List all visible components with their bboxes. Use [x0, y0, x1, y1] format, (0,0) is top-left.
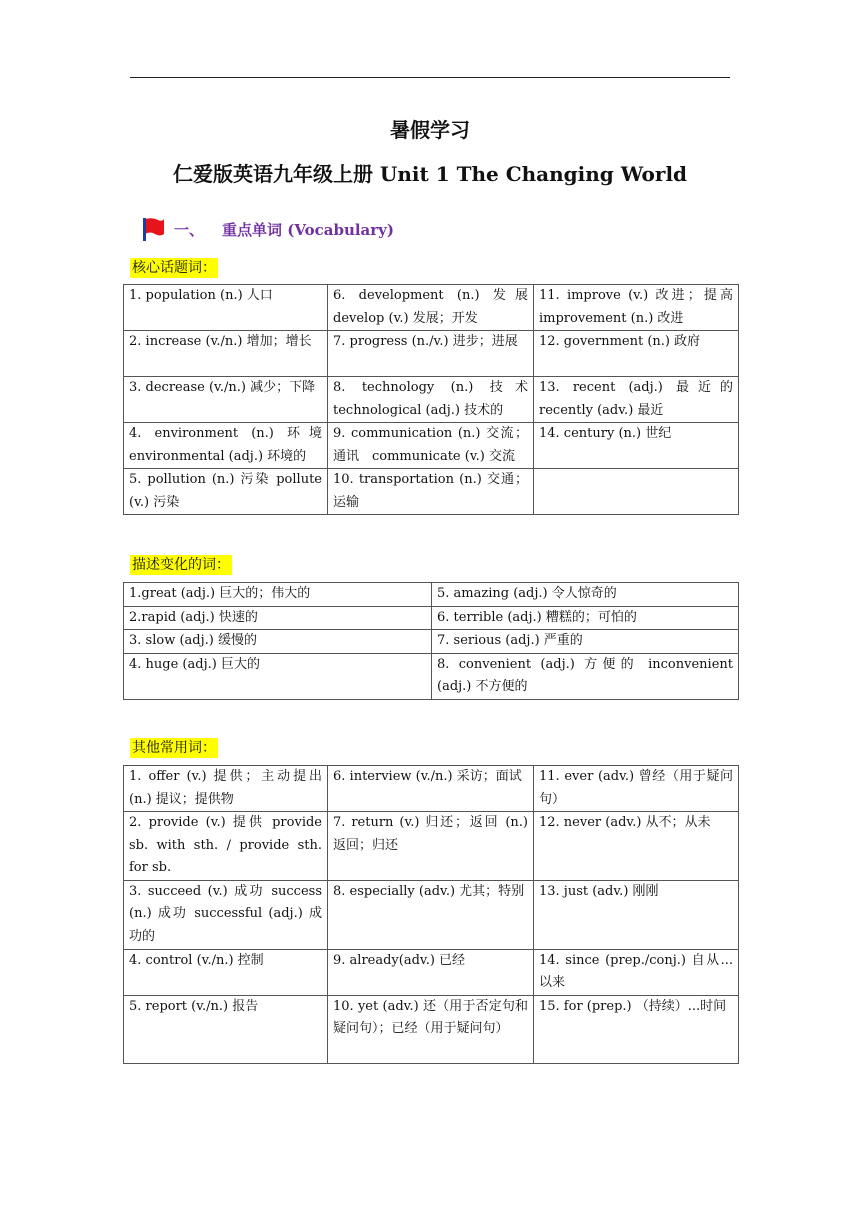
table-cell: 7. return (v.) 归还；返回 (n.) 返回；归还 — [328, 812, 534, 881]
section-heading — [140, 214, 394, 244]
table3-label: 其他常用词： — [132, 740, 216, 756]
table-row — [124, 469, 739, 515]
change-words-table — [123, 582, 739, 700]
page-title: 暑假学习 — [390, 118, 470, 142]
common-words-table — [123, 765, 739, 1064]
table-cell: 14. since (prep./conj.) 自从...以来 — [534, 949, 739, 995]
table-cell: 13. just (adv.) 刚刚 — [534, 880, 739, 949]
table-row — [124, 423, 739, 469]
table-row — [124, 606, 739, 630]
table-cell: 10. transportation (n.) 交通；运输 — [328, 469, 534, 515]
table-cell: 5. pollution (n.) 污染 pollute (v.) 污染 — [124, 469, 328, 515]
table-cell: 15. for (prep.) （持续）...时间 — [534, 995, 739, 1063]
table-cell: 9. already(adv.) 已经 — [328, 949, 534, 995]
table-cell — [534, 469, 739, 515]
table-row — [124, 766, 739, 812]
table-cell: 2.rapid (adj.) 快速的 — [124, 606, 432, 630]
table-row — [124, 812, 739, 881]
table-cell: 8. especially (adv.) 尤其；特别 — [328, 880, 534, 949]
table-row — [124, 653, 739, 699]
table-cell: 1. offer (v.) 提供；主动提出 (n.) 提议；提供物 — [124, 766, 328, 812]
table-cell: 3. succeed (v.) 成功 success (n.) 成功 successful (adj.) 成功的 — [124, 880, 328, 949]
red-flag-icon — [140, 216, 166, 242]
table-cell: 3. decrease (v./n.) 减少；下降 — [124, 377, 328, 423]
table-cell: 11. ever (adv.) 曾经（用于疑问句） — [534, 766, 739, 812]
table-cell: 1. population (n.) 人口 — [124, 285, 328, 331]
table-cell: 6. development (n.) 发展 develop (v.) 发展；开发 — [328, 285, 534, 331]
section-number: 一、 — [174, 220, 205, 239]
table-row — [124, 583, 739, 607]
table-cell: 5. report (v./n.) 报告 — [124, 995, 328, 1063]
table-cell: 10. yet (adv.) 还（用于否定句和疑问句）；已经（用于疑问句） — [328, 995, 534, 1063]
table-row — [124, 949, 739, 995]
table-cell: 6. terrible (adj.) 糟糕的；可怕的 — [432, 606, 739, 630]
table-cell: 2. provide (v.) 提供 provide sb. with sth. / provide sth. for sb. — [124, 812, 328, 881]
table-cell: 6. interview (v./n.) 采访；面试 — [328, 766, 534, 812]
core-topic-words-table — [123, 284, 739, 515]
table-cell: 3. slow (adj.) 缓慢的 — [124, 630, 432, 654]
table2-label: 描述变化的词： — [132, 557, 230, 573]
table-cell: 4. huge (adj.) 巨大的 — [124, 653, 432, 699]
table-cell: 13. recent (adj.) 最近的 recently (adv.) 最近 — [534, 377, 739, 423]
table-row — [124, 880, 739, 949]
table-row — [124, 285, 739, 331]
table-row — [124, 995, 739, 1063]
section-title: 重点单词 (Vocabulary) — [222, 220, 394, 239]
table-cell: 14. century (n.) 世纪 — [534, 423, 739, 469]
table-cell: 1.great (adj.) 巨大的；伟大的 — [124, 583, 432, 607]
table-cell: 8. convenient (adj.) 方便的 inconvenient (adj.) 不方便的 — [432, 653, 739, 699]
table-cell: 12. never (adv.) 从不；从未 — [534, 812, 739, 881]
header-rule — [130, 77, 730, 78]
table-cell: 9. communication (n.) 交流；通讯 communicate (v.) 交流 — [328, 423, 534, 469]
table-cell: 7. serious (adj.) 严重的 — [432, 630, 739, 654]
page-subtitle: 仁爱版英语九年级上册 Unit 1 The Changing World — [172, 162, 688, 186]
table-cell: 8. technology (n.) 技术 technological (adj.) 技术的 — [328, 377, 534, 423]
table-cell: 4. environment (n.) 环境 environmental (adj.) 环境的 — [124, 423, 328, 469]
table1-label: 核心话题词： — [132, 260, 216, 276]
table-row — [124, 630, 739, 654]
table-cell: 5. amazing (adj.) 令人惊奇的 — [432, 583, 739, 607]
table-cell: 4. control (v./n.) 控制 — [124, 949, 328, 995]
table-cell: 2. increase (v./n.) 增加；增长 — [124, 331, 328, 377]
table-cell: 7. progress (n./v.) 进步；进展 — [328, 331, 534, 377]
table-row — [124, 377, 739, 423]
table-cell: 12. government (n.) 政府 — [534, 331, 739, 377]
table-cell: 11. improve (v.) 改进；提高 improvement (n.) 改进 — [534, 285, 739, 331]
table-row — [124, 331, 739, 377]
